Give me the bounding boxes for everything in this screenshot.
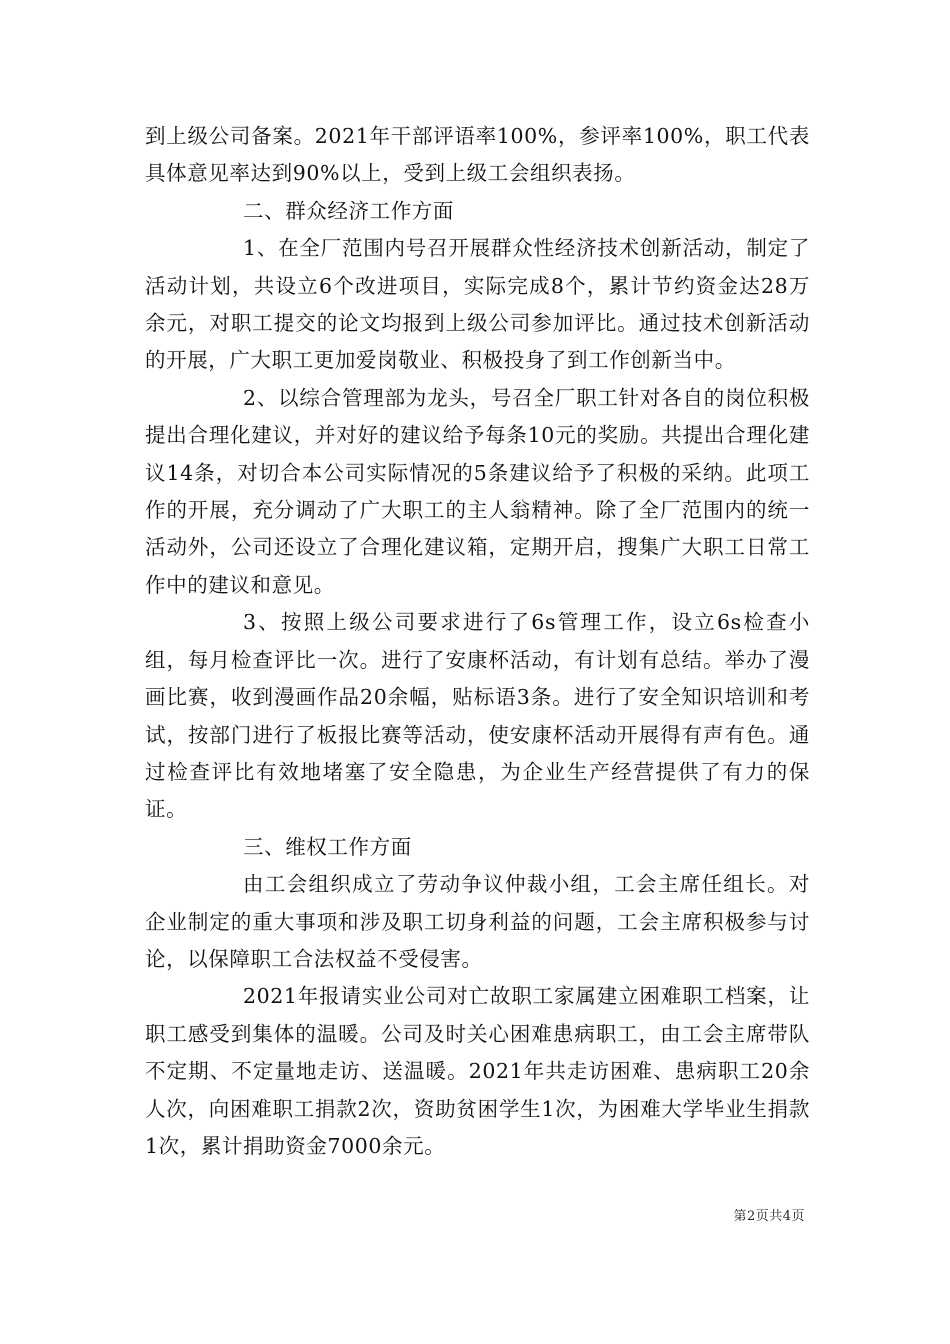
section-heading-rights-protection: 三、维权工作方面 bbox=[243, 834, 412, 859]
paragraph-welfare: 2021年报请实业公司对亡故职工家属建立困难职工档案，让职工感受到集体的温暖。公司及时关心困难患病职工，由工会主席带队不定期、不定量地走访、送温暖。2021年共走访困难、患病职工20余人次，向困难职工捐款2次，资助贫困学生1次，为困难大学毕业生捐款1次，累计捐助资金7000余元。 bbox=[145, 984, 810, 1158]
paragraph-item-2: 2、以综合管理部为龙头，号召全厂职工针对各自的岗位积极提出合理化建议，并对好的建议给予每条10元的奖励。共提出合理化建议14条，对切合本公司实际情况的5条建议给予了积极的采纳。此项工作的开展，充分调动了广大职工的主人翁精神。除了全厂范围内的统一活动外，公司还设立了合理化建议箱，定期开启，搜集广大职工日常工作中的建议和意见。 bbox=[145, 385, 810, 597]
document-body bbox=[145, 118, 810, 1165]
page-number-footer: 第2页共4页 bbox=[733, 1209, 805, 1224]
paragraph-item-1: 1、在全厂范围内号召开展群众性经济技术创新活动，制定了活动计划，共设立6个改进项目，实际完成8个，累计节约资金达28万余元，对职工提交的论文均报到上级公司参加评比。通过技术创新活动的开展，广大职工更加爱岗敬业、积极投身了到工作创新当中。 bbox=[145, 236, 810, 373]
section-heading-mass-economy: 二、群众经济工作方面 bbox=[243, 198, 454, 223]
paragraph-arbitration: 由工会组织成立了劳动争议仲裁小组，工会主席任组长。对企业制定的重大事项和涉及职工切身利益的问题，工会主席积极参与讨论，以保障职工合法权益不受侵害。 bbox=[145, 872, 810, 971]
paragraph-continuation: 到上级公司备案。2021年干部评语率100%，参评率100%，职工代表具体意见率达到90%以上，受到上级工会组织表扬。 bbox=[145, 124, 810, 186]
paragraph-item-3: 3、按照上级公司要求进行了6s管理工作，设立6s检查小组，每月检查评比一次。进行了安康杯活动，有计划有总结。举办了漫画比赛，收到漫画作品20余幅，贴标语3条。进行了安全知识培训和考试，按部门进行了板报比赛等活动，使安康杯活动开展得有声有色。通过检查评比有效地堵塞了安全隐患，为企业生产经营提供了有力的保证。 bbox=[145, 610, 810, 822]
